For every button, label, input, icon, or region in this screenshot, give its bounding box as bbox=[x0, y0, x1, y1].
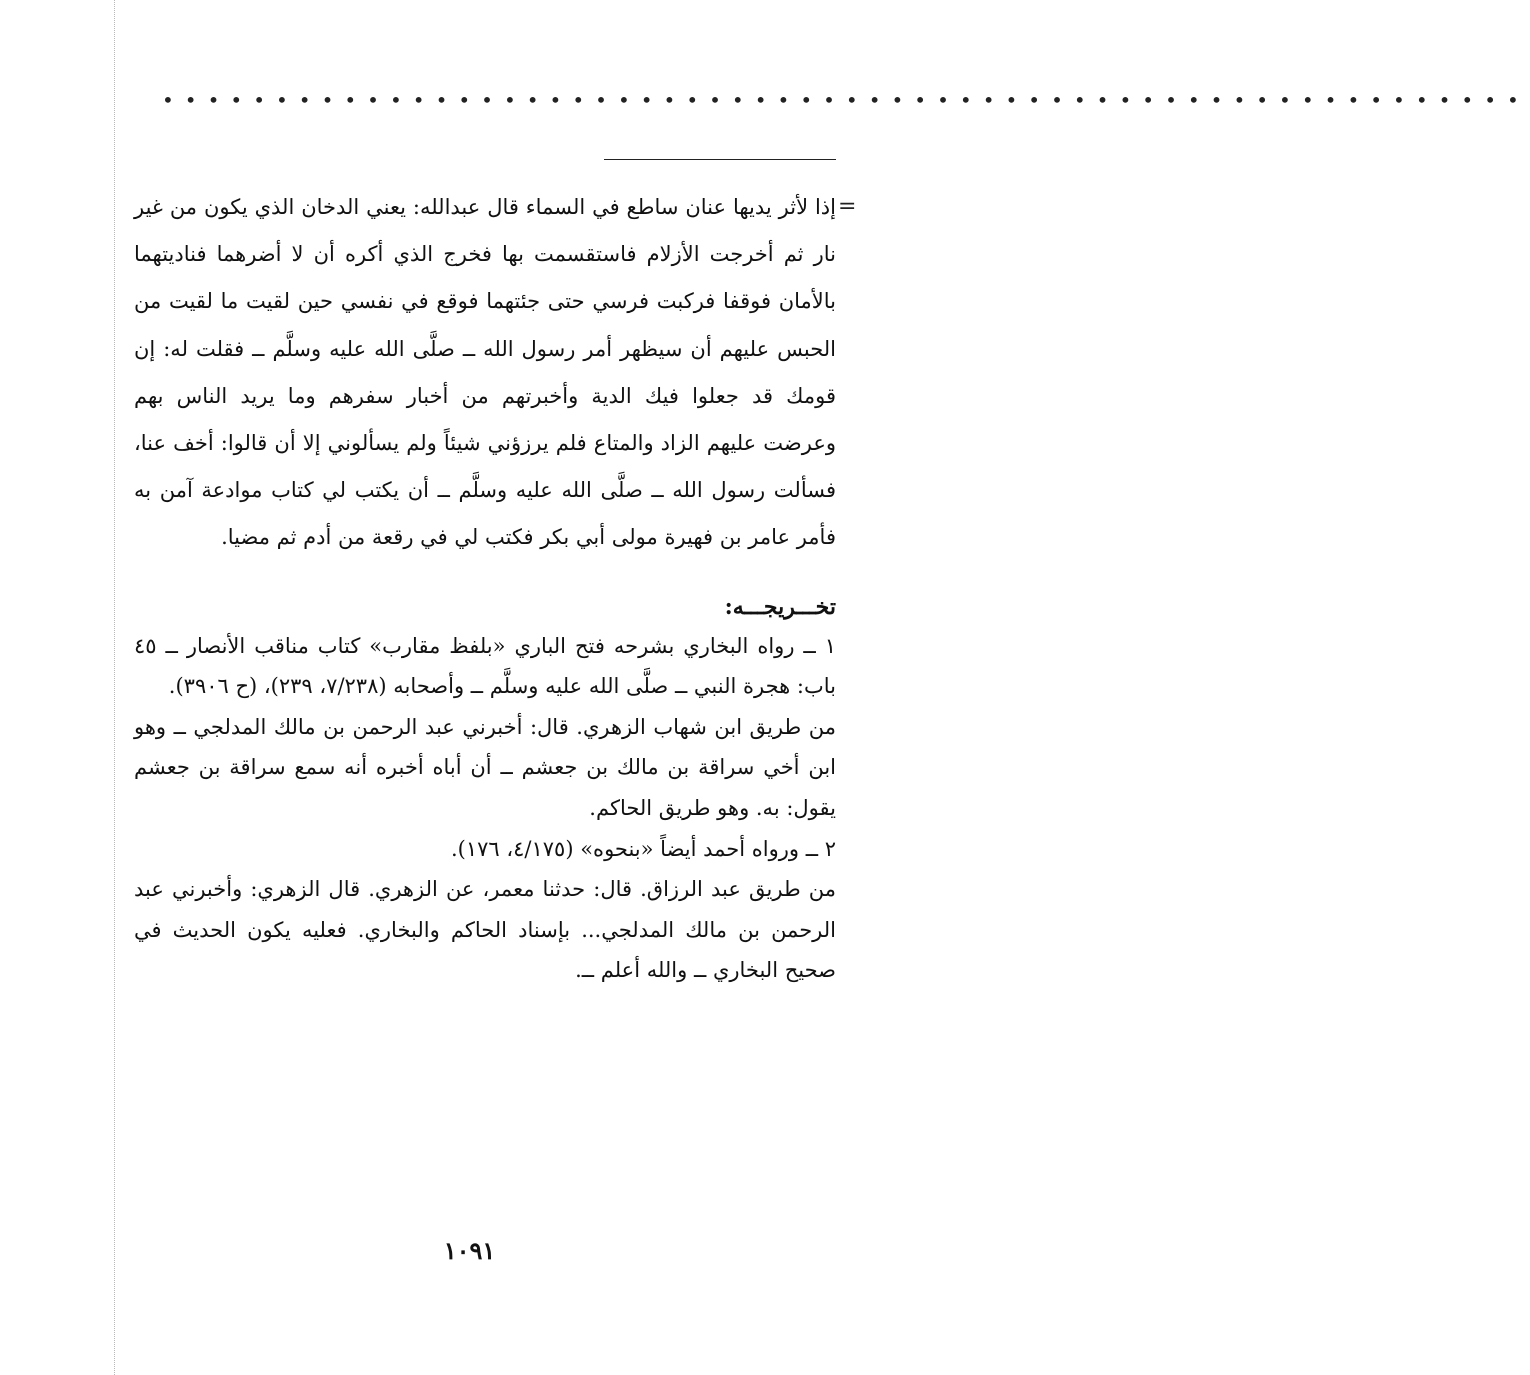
page-content bbox=[134, 184, 836, 991]
footnote-rule bbox=[604, 159, 836, 160]
takhrij-item-2-chain: من طريق عبد الرزاق. قال: حدثنا معمر، عن الزهري. قال الزهري: وأخبرني عبد الرحمن بن مالك المدلجي... بإسناد الحاكم والبخاري. فعليه يكون الحديث في صحيح البخاري ــ والله أعلم ــ. bbox=[134, 877, 836, 983]
takhrij-item-2: ٢ ــ ورواه أحمد أيضاً «بنحوه» (٤/١٧٥، ١٧٦). bbox=[450, 836, 836, 861]
takhrij-heading: تخـــريجـــه: bbox=[724, 593, 836, 620]
takhrij-item-1-chain: من طريق ابن شهاب الزهري. قال: أخبرني عبد الرحمن بن مالك المدلجي ــ وهو ابن أخي سراقة بن مالك بن جعشم ــ أن أباه أخبره أنه سمع سراقة بن جعشم يقول: به. وهو طريق الحاكم. bbox=[134, 714, 836, 820]
continuation-mark: = bbox=[838, 194, 857, 219]
page-edge-line bbox=[114, 0, 115, 1375]
takhrij-list bbox=[134, 626, 836, 991]
dotted-separator: •••••••••••••••••••••••••••••••••••••••••••••••••••••••••••• bbox=[162, 88, 1530, 112]
page-number: ١٠٩١ bbox=[443, 1236, 496, 1265]
takhrij-item-1: ١ ــ رواه البخاري بشرحه فتح الباري «بلفظ مقارب» كتاب مناقب الأنصار ــ ٤٥ باب: هجرة النبي ــ صلَّى الله عليه وسلَّم ــ وأصحابه (٧/٢٣٨، ٢٣٩)، (ح ٣٩٠٦). bbox=[134, 633, 836, 699]
main-paragraph: إذا لأثر يديها عنان ساطع في السماء قال عبدالله: يعني الدخان الذي يكون من غير نار ثم أخرجت الأزلام فاستقسمت بها فخرج الذي أكره أن لا أضرهما فناديتهما بالأمان فوقفا فركبت فرسي حتى جئتهما فوقع في نفسي حين لقيت ما لقيت من الحبس عليهم أن سيظهر أمر رسول الله ــ صلَّى الله عليه وسلَّم ــ فقلت له: إن قومك قد جعلوا فيك الدية وأخبرتهم من أخبار سفرهم وما يريد الناس بهم وعرضت عليهم الزاد والمتاع فلم يرزؤني شيئاً ولم يسألوني إلا أن قالوا: أخف عنا، فسألت رسول الله ــ صلَّى الله عليه وسلَّم ــ أن يكتب لي كتاب موادعة آمن به فأمر عامر بن فهيرة مولى أبي بكر فكتب لي في رقعة من أدم ثم مضيا. bbox=[134, 195, 836, 550]
